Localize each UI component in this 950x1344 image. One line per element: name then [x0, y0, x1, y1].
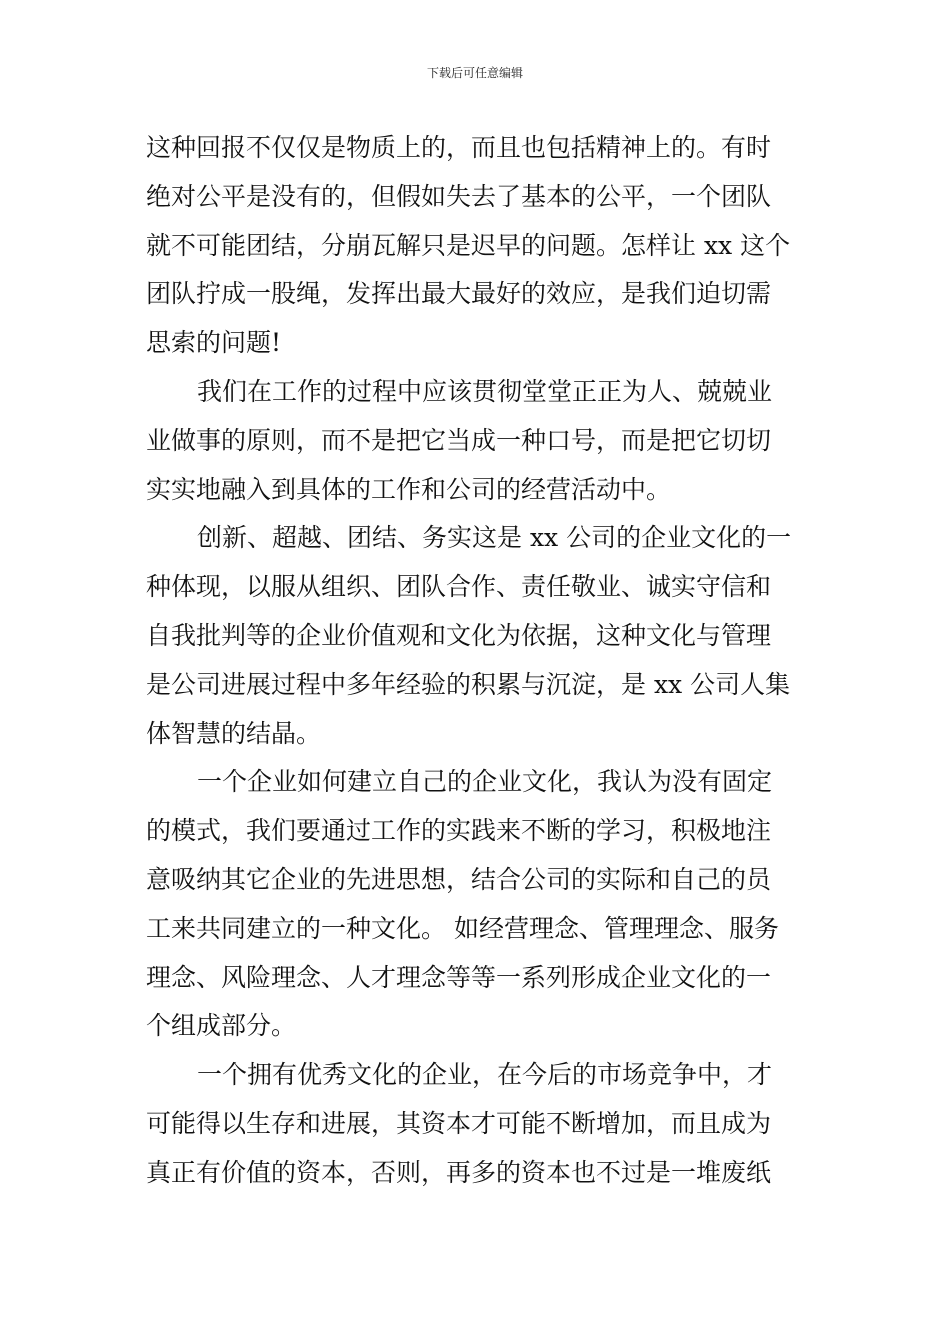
- text-line: 理念、风险理念、人才理念等等一系列形成企业文化的一: [146, 962, 772, 992]
- text-line: 就不可能团结，分崩瓦解只是迟早的问题。怎样让 xx 这个: [146, 230, 791, 260]
- paragraph-first-line: 一个企业如何建立自己的企业文化，我认为没有固定: [197, 767, 773, 797]
- text-line: 是公司进展过程中多年经验的积累与沉淀，是 xx 公司人集: [146, 669, 791, 699]
- text-line: 体智慧的结晶。: [146, 718, 322, 748]
- text-line: 个组成部分。: [146, 1011, 297, 1041]
- text-line: 自我批判等的企业价值观和文化为依据，这种文化与管理: [146, 620, 772, 650]
- text-line: 绝对公平是没有的，但假如失去了基本的公平，一个团队: [146, 181, 772, 211]
- text-line: 这种回报不仅仅是物质上的，而且也包括精神上的。有时: [146, 133, 772, 162]
- text-line: 团队拧成一股绳，发挥出最大最好的效应，是我们迫切需: [146, 279, 772, 309]
- page-header: 下载后可任意编辑: [426, 66, 523, 80]
- text-line: 可能得以生存和进展，其资本才可能不断增加，而且成为: [146, 1108, 772, 1138]
- text-line: 实实地融入到具体的工作和公司的经营活动中。: [146, 474, 672, 504]
- text-line: 业做事的原则，而不是把它当成一种口号，而是把它切切: [146, 425, 772, 455]
- paragraph-first-line: 创新、超越、团结、务实这是 xx 公司的企业文化的一: [197, 523, 792, 553]
- document-body: [146, 124, 812, 1198]
- paragraph-first-line: 我们在工作的过程中应该贯彻堂堂正正为人、兢兢业: [197, 376, 773, 406]
- paragraph-first-line: 一个拥有优秀文化的企业，在今后的市场竞争中，才: [197, 1060, 773, 1090]
- text-line: 的模式，我们要通过工作的实践来不断的学习，积极地注: [146, 816, 772, 846]
- text-line: 种体现，以服从组织、团队合作、责任敬业、诚实守信和: [146, 572, 772, 602]
- text-line: 意吸纳其它企业的先进思想，结合公司的实际和自己的员: [146, 864, 772, 894]
- text-line: 思索的问题!: [146, 328, 282, 358]
- text-line: 真正有价值的资本，否则，再多的资本也不过是一堆废纸: [146, 1157, 772, 1187]
- text-line: 工来共同建立的一种文化。 如经营理念、管理理念、服务: [146, 913, 779, 943]
